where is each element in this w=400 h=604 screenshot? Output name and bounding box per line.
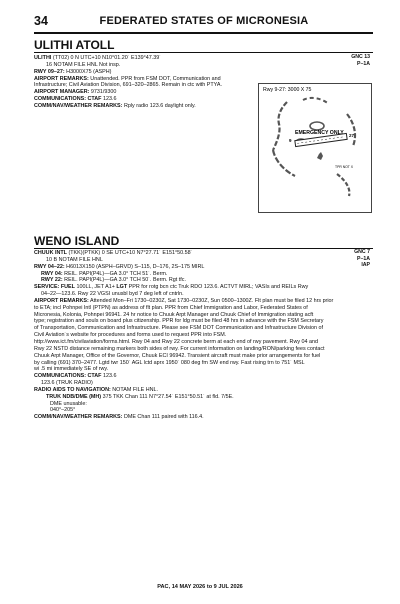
- airport-remarks-line: Rwy 22 NSTD distance remaining markers both sides of rwy. For current information on landing/RON/parking fees contact: [34, 345, 325, 352]
- page-title: FEDERATED STATES OF MICRONESIA: [99, 15, 309, 27]
- airport-remarks-line: type; registration and souls on board plus citizenship. PPR for ldg must be filed 48 hrs in advance with the FSM Secretary: [34, 318, 324, 325]
- island-center: [310, 122, 324, 130]
- reef-outline-west: [273, 102, 287, 150]
- service-line: SERVICE: FUEL 100LL, JET A1+ LGT PPR for rotg bcn ctc Truk RDO 123.6. ACTVT MIRL; VASIs and REILs Rwy: [34, 284, 309, 291]
- section-title-weno: WENO ISLAND: [34, 234, 120, 248]
- airport-remarks-line: Civil Aviation´s website for procedures and forms used to request PPR into FSM.: [34, 332, 227, 339]
- airport-remarks-line: by calling (691) 370–2477. Lgtd twr 150´ AGL lctd aprx 1950´ 080 deg fm SW end rwy. Fast rising trn to 751´ MSL: [34, 359, 305, 366]
- page-footer: PAC, 14 MAY 2026 to 9 JUL 2026: [157, 584, 243, 590]
- airport-remarks-line-1: AIRPORT REMARKS: Attended Mon–Fri 1730–0230Z, Sat 1730–0230Z, Sun 0500–1300Z. Flt plan must be filed 12 hrs prior: [34, 297, 334, 304]
- airport-remarks-line: http://www.ict.fm/civilaviation/forms.html. Rwy 04 and Rwy 22 concrete berm at each end of rwy pavement. Rwy 04 and: [34, 338, 319, 345]
- airport-remarks-line: to ETA; incl Pohnpei Intl (PTPN) as address of flt plan. PPR from Chief Immigration and Labor, Federated States of: [34, 304, 308, 311]
- dme-unusable-range: 040°–205°: [50, 407, 76, 414]
- airport-diagram: [258, 83, 372, 213]
- weather-remarks: COMM/NAV/WEATHER REMARKS: Rply radio 123.6 daylight only.: [34, 102, 196, 109]
- communications: COMMUNICATIONS: CTAF 123.6: [34, 373, 117, 380]
- communications: COMMUNICATIONS: CTAF 123.6: [34, 96, 117, 103]
- airport-info-line: 16 NOTAM FILE HNL Not insp.: [46, 61, 121, 68]
- airport-manager: AIRPORT MANAGER: 9731/9300: [34, 89, 117, 96]
- page-number: 34: [34, 14, 48, 28]
- runway-end-27: 27: [349, 133, 355, 138]
- reef-outline-south: [273, 150, 295, 176]
- airport-remarks-line: Chuuk Arpt Manager, Office of the Governor, Chuuk ECI 96942. Transient aircraft must make prior arrangements for fuel: [34, 352, 321, 359]
- chart-ref-ulithi: GNC 13 P–1A: [351, 54, 370, 67]
- airport-name-line: ULITHI (TT02) 0 N UTC+10 N10°01.20´ E139°47.39´: [34, 55, 162, 61]
- runway-end-9: 9: [289, 138, 292, 143]
- emergency-only-label: EMERGENCY ONLY: [295, 130, 344, 136]
- airport-remarks: AIRPORT REMARKS: Unattended. PPR from FSM DOT, Communication and Infrastructure; Civil Aviation Division, 691–320–2865. Remain in ctc with PTYA.: [34, 75, 222, 89]
- ndb-dme-line: TRUK NDB/DME (MH) 375 TKK Chan 111 N7°27.54´ E151°50.51´ at fld. 7/5E.: [46, 393, 234, 400]
- section-rule-ulithi: [34, 52, 373, 53]
- radio-aids: RADIO AIDS TO NAVIGATION: NOTAM FILE HNL.: [34, 386, 158, 393]
- airport-remarks-line: Micronesia, Kolonia, Pohnpei 96941. 24 hr notice to Chuuk Arpt Manager and Chuuk Chief of Immigration stating acft: [34, 311, 314, 318]
- section-rule-weno: [34, 248, 373, 249]
- reef-outline-north: [303, 98, 329, 104]
- reef-outline-southeast: [337, 174, 349, 196]
- diagram-runway-label: Rwy 9-27: 3000 X 75: [263, 87, 312, 93]
- building-icon: [317, 152, 323, 160]
- weather-remarks: COMM/NAV/WEATHER REMARKS: DME Chan 111 paired with 116.4.: [34, 414, 204, 421]
- page-header: [34, 14, 374, 30]
- reef-outline-east: [347, 114, 355, 146]
- weno-entry: [34, 250, 359, 421]
- airport-remarks-line: wi .5 mi immediately SE of rwy.: [34, 366, 109, 373]
- runway-line: RWY 09–27: H3000X75 (ASPH): [34, 68, 112, 75]
- airport-name-line: CHUUK INTL (TKK)(PTKK) 0 SE UTC+10 N7°27.71´ E151°50.58´: [34, 250, 193, 256]
- runway-line: RWY 04–22: H6013X150 (ASPH–GRVD) S–115, D–176, 2S–175 MIRL: [34, 263, 205, 270]
- service-line-2: 04–22—123.6. Rwy 22 VGSI unusbl byd 7 deg left of cntrln.: [41, 291, 184, 298]
- chart-ref-weno: GNC 7 P–1A IAP: [354, 249, 370, 269]
- diagram-note: TPR NOT X: [335, 165, 354, 169]
- header-rule: [34, 32, 373, 34]
- airport-diagram-svg: [259, 84, 371, 212]
- communications-line-2: 123.6 (TRUK RADIO): [41, 380, 93, 387]
- airport-info-line: 10 B NOTAM FILE HNL: [46, 256, 103, 263]
- section-title-ulithi: ULITHI ATOLL: [34, 38, 115, 52]
- airport-remarks-line: of Transportation, Communication and Infrastructure. Please see FSM DOT Communication and Infrastructure Division of: [34, 325, 324, 332]
- runway-04-line: RWY 04: REIL. PAPI(P4L)—GA 3.0° TCH 51´. Berm.: [41, 270, 168, 277]
- dme-unusable-line: DME unusable:: [50, 400, 87, 407]
- runway-22-line: RWY 22: REIL. PAPI(P4L)—GA 3.0° TCH 50´. Berm. Rgt tfc.: [41, 277, 186, 284]
